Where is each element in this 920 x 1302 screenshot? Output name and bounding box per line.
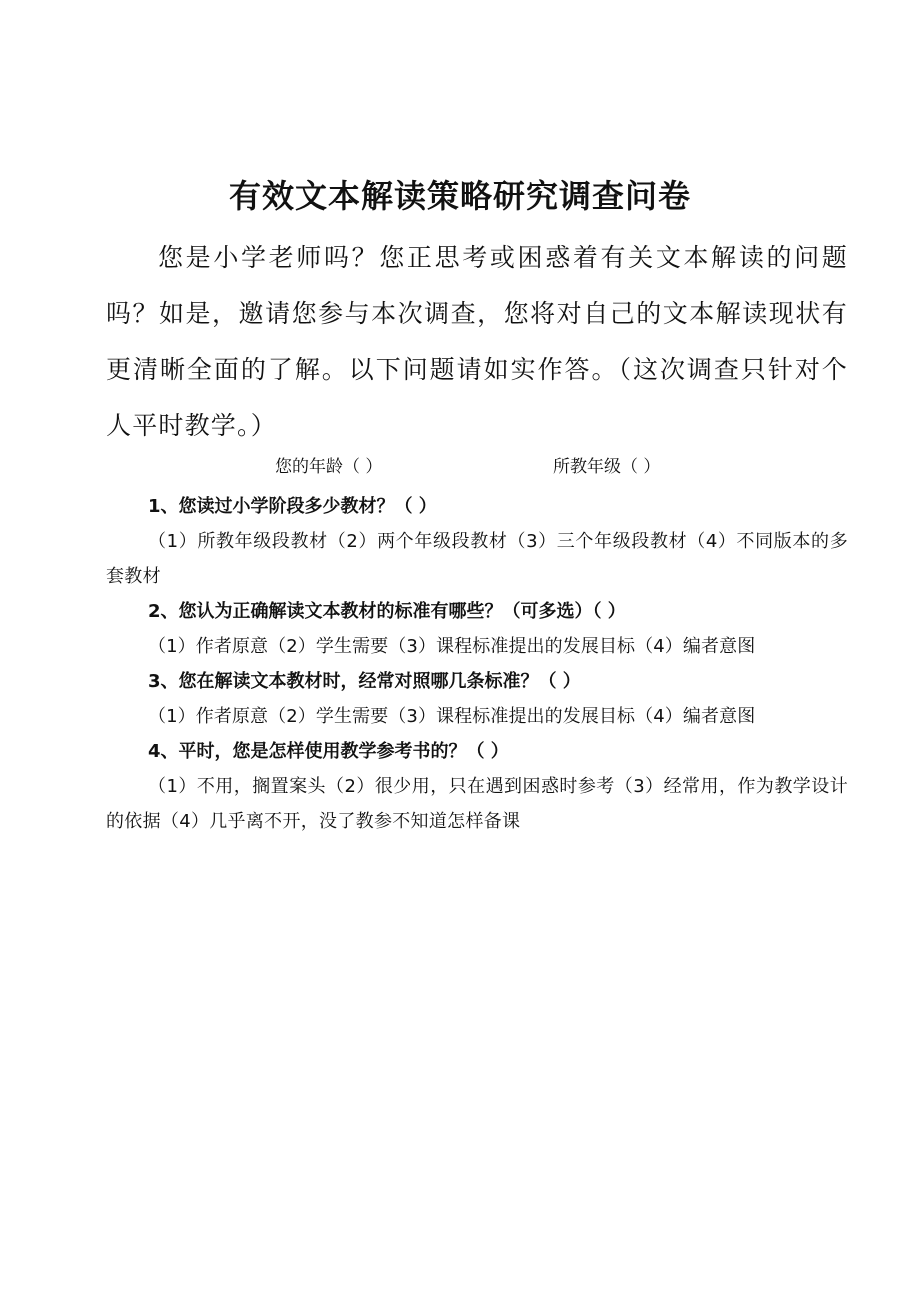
question-item-4 bbox=[106, 734, 848, 839]
question-1-options: （1）所教年级段教材（2）两个年级段教材（3）三个年级段教材（4）不同版本的多套教材 bbox=[106, 531, 848, 587]
intro-paragraph: 您是小学老师吗？您正思考或困惑着有关文本解读的问题吗？如是，邀请您参与本次调查，您将对自己的文本解读现状有更清晰全面的了解。以下问题请如实作答。（这次调查只针对个人平时教学。） bbox=[106, 243, 848, 440]
age-field: 您的年龄（ ） bbox=[275, 457, 383, 477]
page-title: 有效文本解读策略研究调查问卷 bbox=[228, 177, 691, 215]
question-3-text: 3、您在解读文本教材时，经常对照哪几条标准？（ ） bbox=[148, 671, 581, 692]
question-4-text: 4、平时，您是怎样使用教学参考书的？（ ） bbox=[148, 741, 509, 762]
question-2-options: （1）作者原意（2）学生需要（3）课程标准提出的发展目标（4）编者意图 bbox=[148, 636, 756, 657]
question-list bbox=[106, 489, 848, 839]
question-3-options: （1）作者原意（2）学生需要（3）课程标准提出的发展目标（4）编者意图 bbox=[148, 706, 756, 727]
grade-field: 所教年级（ ） bbox=[553, 457, 661, 477]
question-1-text: 1、您读过小学阶段多少教材？（ ） bbox=[148, 496, 437, 517]
respondent-info-row bbox=[0, 452, 920, 482]
question-item-3 bbox=[106, 664, 848, 734]
question-4-options: （1）不用，搁置案头（2）很少用，只在遇到困惑时参考（3）经常用，作为教学设计的依据（4）几乎离不开，没了教参不知道怎样备课 bbox=[106, 776, 848, 832]
question-item-2 bbox=[106, 594, 848, 664]
question-item-1 bbox=[106, 489, 848, 594]
question-2-text: 2、您认为正确解读文本教材的标准有哪些？（可多选）（ ） bbox=[148, 601, 626, 622]
